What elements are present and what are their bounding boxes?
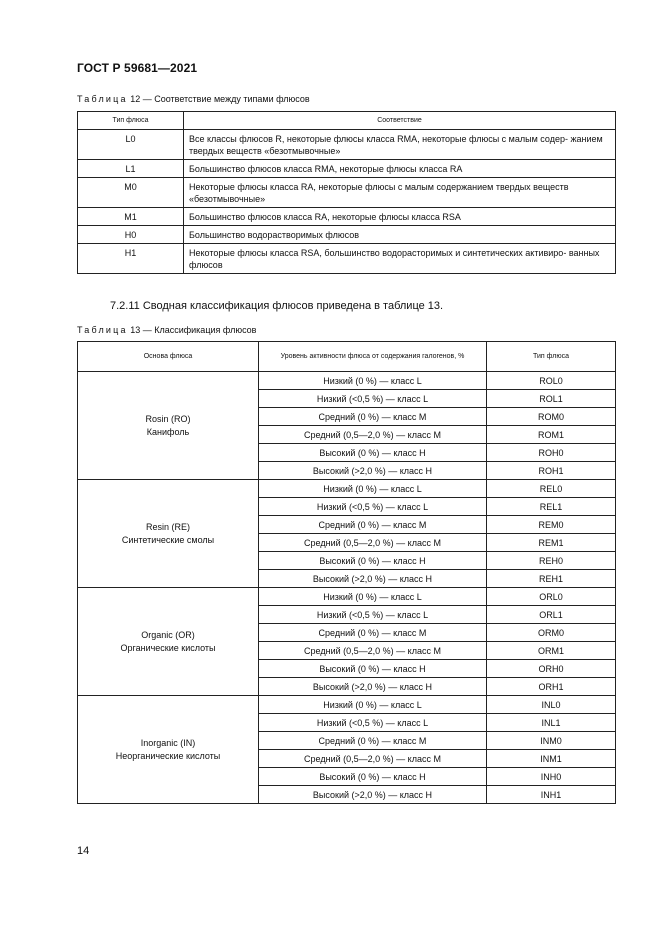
flux-type-cell: ORL0 — [487, 588, 616, 606]
activity-level-cell: Низкий (<0,5 %) — класс L — [259, 498, 487, 516]
flux-base-en: Organic (OR) — [141, 629, 195, 640]
flux-type-cell: REL1 — [487, 498, 616, 516]
table-row — [78, 160, 616, 178]
flux-type-cell: INM1 — [487, 750, 616, 768]
column-header: Соответствие — [184, 112, 616, 130]
activity-level-cell: Средний (0,5—2,0 %) — класс M — [259, 534, 487, 552]
flux-type-cell: ORM1 — [487, 642, 616, 660]
flux-type-cell: ROL1 — [487, 390, 616, 408]
activity-level-cell: Средний (0 %) — класс M — [259, 408, 487, 426]
flux-type-cell: INH0 — [487, 768, 616, 786]
correspondence-cell: Большинство водорастворимых флюсов — [184, 226, 616, 244]
activity-level-cell: Низкий (<0,5 %) — класс L — [259, 390, 487, 408]
flux-base-ru: Неорганические кислоты — [115, 750, 221, 761]
flux-type-cell: ORH1 — [487, 678, 616, 696]
activity-level-cell: Низкий (0 %) — класс L — [259, 480, 487, 498]
caption-text: 13 — Классификация флюсов — [127, 325, 257, 335]
table-13 — [77, 341, 616, 804]
flux-type-cell: INL1 — [487, 714, 616, 732]
flux-type-cell: L1 — [78, 160, 184, 178]
correspondence-cell: Большинство флюсов класса RA, некоторые флюсы класса RSA — [184, 208, 616, 226]
activity-level-cell: Средний (0 %) — класс M — [259, 732, 487, 750]
activity-level-cell: Низкий (<0,5 %) — класс L — [259, 714, 487, 732]
flux-base-cell — [78, 696, 259, 804]
flux-type-cell: REL0 — [487, 480, 616, 498]
correspondence-cell: Некоторые флюсы класса RA, некоторые флюсы с малым содержанием твердых веществ «безотмывочные» — [184, 178, 616, 208]
column-header: Тип флюса — [78, 112, 184, 130]
flux-type-cell: ROM1 — [487, 426, 616, 444]
flux-type-cell: ORH0 — [487, 660, 616, 678]
table-13-caption — [77, 325, 256, 335]
activity-level-cell: Средний (0 %) — класс M — [259, 624, 487, 642]
table-row — [78, 480, 616, 498]
flux-base-cell — [78, 588, 259, 696]
table-header-row — [78, 342, 616, 372]
flux-type-cell: ROH0 — [487, 444, 616, 462]
flux-type-cell: INH1 — [487, 786, 616, 804]
table-row — [78, 178, 616, 208]
flux-base-ru: Канифоль — [146, 426, 190, 437]
activity-level-cell: Высокий (0 %) — класс H — [259, 768, 487, 786]
flux-type-cell: H0 — [78, 226, 184, 244]
flux-base-cell — [78, 480, 259, 588]
correspondence-cell: Все классы флюсов R, некоторые флюсы класса RMA, некоторые флюсы с малым содер- жанием твердых веществ «безотмывочные» — [184, 130, 616, 160]
activity-level-cell: Высокий (>2,0 %) — класс H — [259, 786, 487, 804]
activity-level-cell: Высокий (0 %) — класс H — [259, 660, 487, 678]
flux-type-cell: INL0 — [487, 696, 616, 714]
flux-type-cell: REM0 — [487, 516, 616, 534]
flux-type-cell: M1 — [78, 208, 184, 226]
page-number: 14 — [77, 845, 90, 857]
activity-level-cell: Высокий (>2,0 %) — класс H — [259, 570, 487, 588]
correspondence-cell: Большинство флюсов класса RMA, некоторые флюсы класса RA — [184, 160, 616, 178]
activity-level-cell: Высокий (0 %) — класс H — [259, 552, 487, 570]
caption-prefix: Таблица — [77, 94, 128, 104]
table-row — [78, 372, 616, 390]
flux-type-cell: H1 — [78, 244, 184, 274]
flux-base-en: Rosin (RO) — [145, 413, 191, 424]
flux-type-cell: L0 — [78, 130, 184, 160]
flux-base-cell — [78, 372, 259, 480]
activity-level-cell: Средний (0,5—2,0 %) — класс M — [259, 426, 487, 444]
table-row — [78, 696, 616, 714]
column-header: Основа флюса — [78, 342, 259, 372]
caption-text: 12 — Соответствие между типами флюсов — [127, 94, 310, 104]
activity-level-cell: Низкий (0 %) — класс L — [259, 588, 487, 606]
activity-level-cell: Высокий (0 %) — класс H — [259, 444, 487, 462]
table-row — [78, 226, 616, 244]
flux-base-en: Resin (RE) — [145, 521, 190, 532]
flux-type-cell: REH1 — [487, 570, 616, 588]
table-12 — [77, 111, 616, 274]
correspondence-cell: Некоторые флюсы класса RSA, большинство водорасторимых и синтетических активиро- ванных флюсов — [184, 244, 616, 274]
flux-type-cell: REH0 — [487, 552, 616, 570]
table-row — [78, 588, 616, 606]
table-header-row — [78, 112, 616, 130]
paragraph-7-2-11: 7.2.11 Сводная классификация флюсов приведена в таблице 13. — [110, 300, 444, 312]
activity-level-cell: Средний (0 %) — класс M — [259, 516, 487, 534]
flux-type-cell: ROH1 — [487, 462, 616, 480]
column-header: Тип флюса — [487, 342, 616, 372]
caption-prefix: Таблица — [77, 325, 128, 335]
flux-type-cell: INM0 — [487, 732, 616, 750]
flux-type-cell: ROM0 — [487, 408, 616, 426]
activity-level-cell: Высокий (>2,0 %) — класс H — [259, 462, 487, 480]
flux-type-cell: ROL0 — [487, 372, 616, 390]
document-id: ГОСТ Р 59681—2021 — [77, 61, 198, 75]
flux-type-cell: ORM0 — [487, 624, 616, 642]
flux-base-ru: Синтетические смолы — [121, 534, 215, 545]
activity-level-cell: Средний (0,5—2,0 %) — класс M — [259, 750, 487, 768]
activity-level-cell: Средний (0,5—2,0 %) — класс M — [259, 642, 487, 660]
flux-base-ru: Органические кислоты — [120, 642, 216, 653]
activity-level-cell: Низкий (<0,5 %) — класс L — [259, 606, 487, 624]
column-header: Уровень активности флюса от содержания галогенов, % — [259, 342, 487, 372]
table-row — [78, 244, 616, 274]
activity-level-cell: Низкий (0 %) — класс L — [259, 372, 487, 390]
table-12-caption — [77, 94, 310, 104]
table-row — [78, 208, 616, 226]
activity-level-cell: Высокий (>2,0 %) — класс H — [259, 678, 487, 696]
activity-level-cell: Низкий (0 %) — класс L — [259, 696, 487, 714]
flux-base-en: Inorganic (IN) — [140, 737, 196, 748]
flux-type-cell: M0 — [78, 178, 184, 208]
table-row — [78, 130, 616, 160]
flux-type-cell: ORL1 — [487, 606, 616, 624]
flux-type-cell: REM1 — [487, 534, 616, 552]
